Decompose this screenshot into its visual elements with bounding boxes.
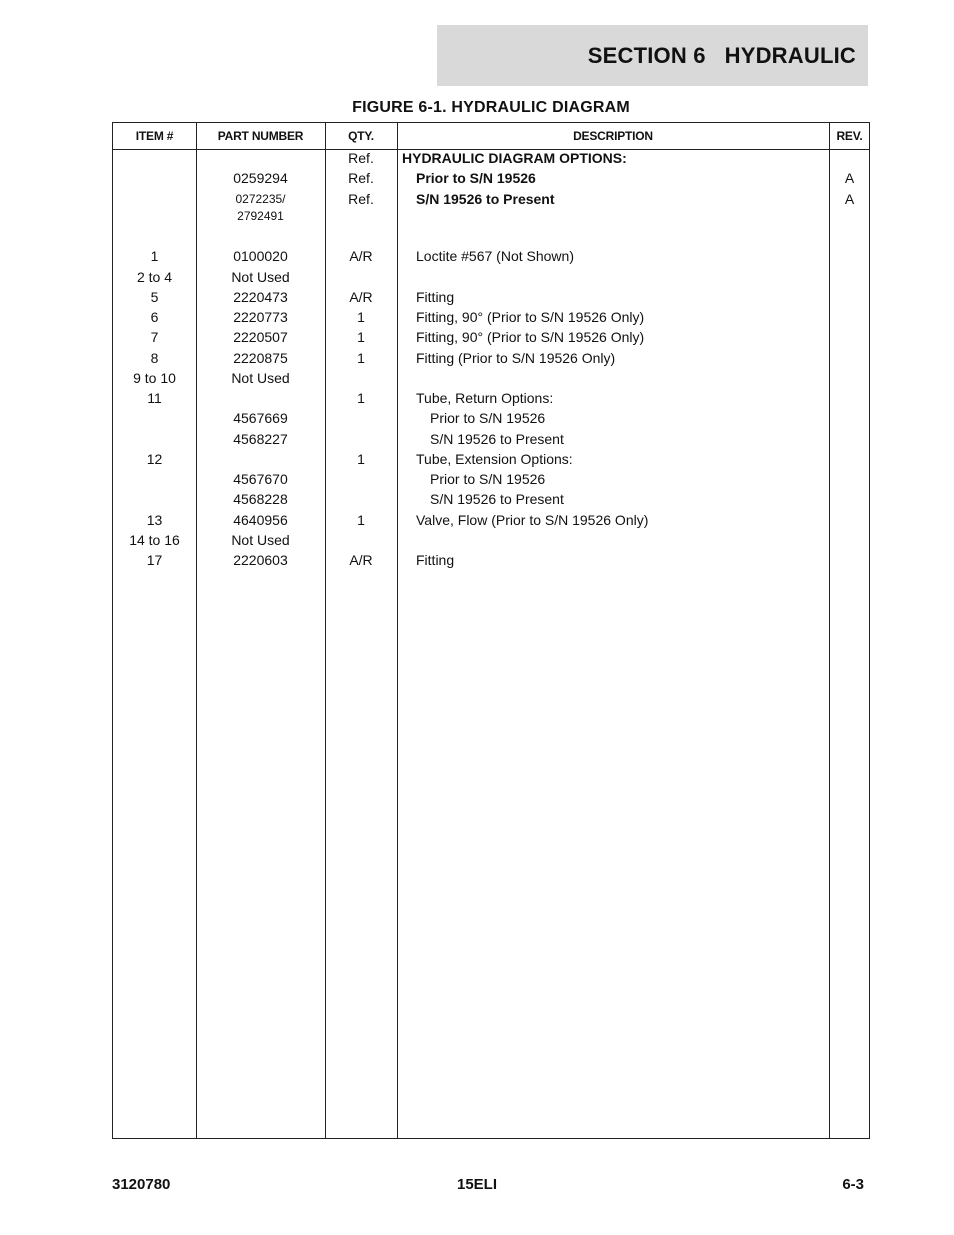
description-cell: Tube, Extension Options:	[416, 451, 573, 467]
qty-cell: 1	[357, 390, 365, 406]
table-row	[113, 510, 869, 530]
section-header: SECTION 6 HYDRAULIC	[437, 25, 868, 86]
description-cell: Prior to S/N 19526	[430, 410, 546, 426]
description-cell: Tube, Return Options:	[416, 390, 554, 406]
table-row	[113, 168, 869, 188]
table-row	[113, 327, 869, 347]
qty-cell: 1	[357, 309, 365, 325]
table-row	[113, 246, 869, 266]
footer-model: 15ELI	[456, 1176, 498, 1193]
part-number-cell: Not Used	[231, 532, 290, 548]
item-cell: 2 to 4	[136, 269, 173, 285]
table-row	[113, 449, 869, 469]
item-cell: 12	[146, 451, 163, 467]
column-header-rev: REV.	[836, 129, 863, 143]
qty-cell: A/R	[349, 289, 373, 305]
qty-cell: Ref.	[348, 150, 374, 166]
description-cell: Fitting	[416, 552, 455, 568]
part-number-cell: 0259294	[233, 170, 288, 186]
part-number-cell: 4568227	[233, 431, 288, 447]
part-number-cell: 2220773	[233, 309, 288, 325]
table-row	[113, 148, 869, 168]
table-row	[113, 550, 869, 570]
part-number-cell: 2220603	[233, 552, 288, 568]
table-row	[113, 287, 869, 307]
table-row	[113, 489, 869, 509]
part-number-cell: 4567670	[233, 471, 288, 487]
parts-table	[112, 122, 870, 1139]
description-cell: Loctite #567 (Not Shown)	[416, 248, 574, 264]
qty-cell: 1	[357, 512, 365, 528]
description-cell: Fitting (Prior to S/N 19526 Only)	[416, 350, 616, 366]
column-header-item: ITEM #	[135, 129, 174, 143]
part-number-cell: 0272235/ 2792491	[235, 192, 286, 223]
table-row	[113, 388, 869, 408]
column-header-qty: QTY.	[348, 129, 374, 143]
item-cell: 8	[150, 350, 159, 366]
table-row	[113, 189, 869, 229]
table-row	[113, 307, 869, 327]
qty-cell: A/R	[349, 552, 373, 568]
part-number-cell: Not Used	[231, 370, 290, 386]
qty-cell: 1	[357, 451, 365, 467]
description-cell: Prior to S/N 19526	[430, 471, 546, 487]
item-cell: 1	[150, 248, 159, 264]
item-cell: 13	[146, 512, 163, 528]
description-cell: Fitting, 90° (Prior to S/N 19526 Only)	[416, 329, 645, 345]
rev-cell: A	[844, 170, 855, 186]
description-cell: Fitting, 90° (Prior to S/N 19526 Only)	[416, 309, 645, 325]
footer-page-number: 6-3	[842, 1176, 864, 1193]
item-cell: 6	[150, 309, 159, 325]
part-number-cell: 4568228	[233, 491, 288, 507]
qty-cell: Ref.	[348, 170, 374, 186]
part-number-cell: 2220473	[233, 289, 288, 305]
footer-document-number: 3120780	[112, 1176, 171, 1193]
part-number-cell: 4640956	[233, 512, 288, 528]
qty-cell: 1	[357, 329, 365, 345]
table-row	[113, 348, 869, 368]
item-cell: 7	[150, 329, 159, 345]
column-header-part-number: PART NUMBER	[217, 129, 304, 143]
qty-cell: A/R	[349, 248, 373, 264]
description-cell: Prior to S/N 19526	[416, 170, 536, 186]
qty-cell: Ref.	[348, 191, 374, 207]
table-row	[113, 368, 869, 388]
table-row	[113, 408, 869, 428]
column-header-description: DESCRIPTION	[573, 129, 653, 143]
part-number-cell: Not Used	[231, 269, 290, 285]
figure-title: FIGURE 6-1. HYDRAULIC DIAGRAM	[352, 99, 630, 116]
description-cell: Fitting	[416, 289, 455, 305]
part-number-cell: 4567669	[233, 410, 288, 426]
table-row	[113, 429, 869, 449]
table-row	[113, 267, 869, 287]
part-number-cell: 2220507	[233, 329, 288, 345]
description-cell: HYDRAULIC DIAGRAM OPTIONS:	[402, 150, 627, 166]
part-number-cell: 2220875	[233, 350, 288, 366]
item-cell: 14 to 16	[129, 532, 180, 548]
item-cell: 5	[150, 289, 159, 305]
part-number-cell: 0100020	[233, 248, 288, 264]
table-row	[113, 530, 869, 550]
description-cell: S/N 19526 to Present	[430, 491, 564, 507]
description-cell: S/N 19526 to Present	[430, 431, 564, 447]
rev-cell: A	[844, 191, 855, 207]
qty-cell: 1	[357, 350, 365, 366]
item-cell: 9 to 10	[133, 370, 176, 386]
table-row	[113, 469, 869, 489]
item-cell: 11	[147, 390, 162, 406]
description-cell: Valve, Flow (Prior to S/N 19526 Only)	[416, 512, 649, 528]
description-cell: S/N 19526 to Present	[416, 191, 555, 207]
item-cell: 17	[146, 552, 163, 568]
